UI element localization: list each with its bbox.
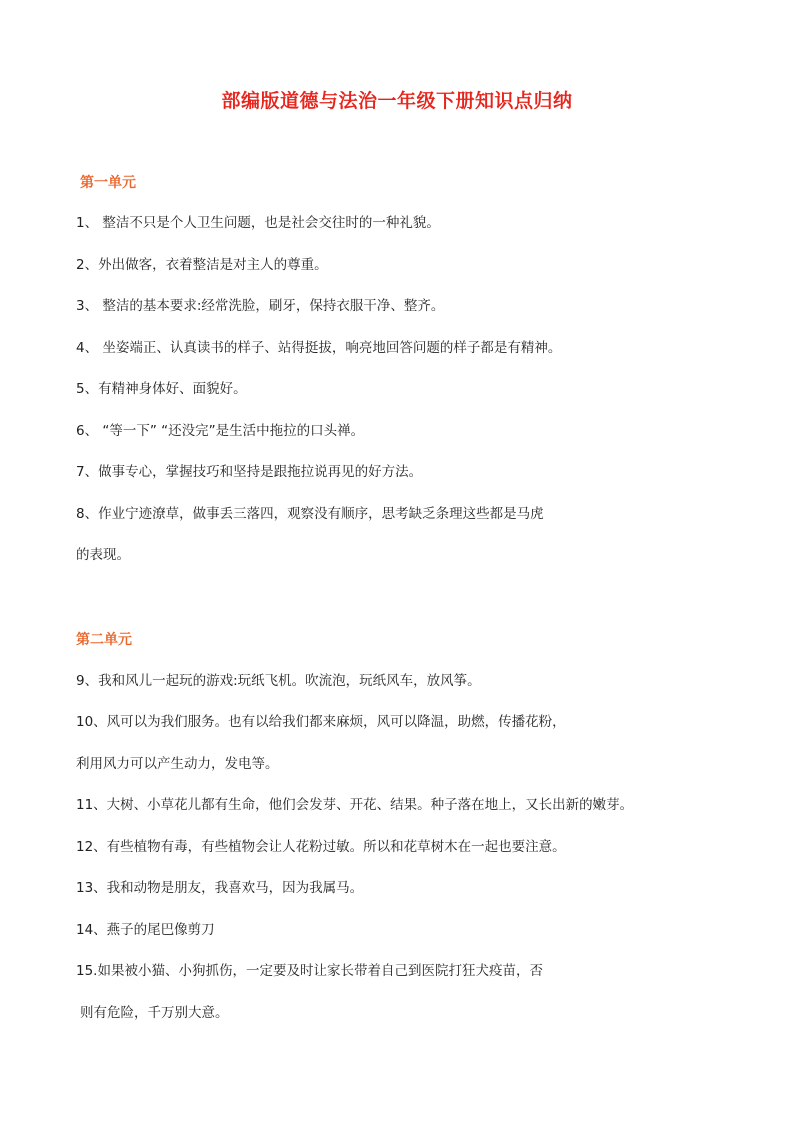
list-item: 5、有精神身体好、面貌好。 <box>76 381 247 397</box>
list-item-continuation: 则有危险，千万别大意。 <box>80 1005 229 1021</box>
list-item: 11、大树、小草花儿都有生命，他们会发芽、开花、结果。种子落在地上，又长出新的嫩芽。 <box>76 797 634 813</box>
list-item: 9、我和风儿一起玩的游戏:玩纸飞机。吹流泡，玩纸风车，放风筝。 <box>76 673 481 689</box>
list-item: 6、 “等一下” “还没完”是生活中拖拉的口头禅。 <box>76 423 365 439</box>
list-item-continuation: 的表现。 <box>76 547 130 563</box>
list-item: 8、作业宁迹潦草，做事丢三落四，观察没有顺序，思考缺乏条理这些都是马虎 <box>76 506 544 522</box>
list-item: 3、 整洁的基本要求:经常洗脸，刷牙，保持衣服干净、整齐。 <box>76 298 445 314</box>
list-item: 7、做事专心，掌握技巧和坚持是跟拖拉说再见的好方法。 <box>76 464 423 480</box>
section-heading-unit-1: 第一单元 <box>80 175 136 191</box>
section-heading-unit-2: 第二单元 <box>76 632 132 648</box>
page-title: 部编版道德与法治一年级下册知识点归纳 <box>221 90 573 112</box>
list-item-continuation: 利用风力可以产生动力，发电等。 <box>76 756 279 772</box>
list-item: 1、 整洁不只是个人卫生问题，也是社会交往时的一种礼貌。 <box>76 215 440 231</box>
list-item: 13、我和动物是朋友，我喜欢马，因为我属马。 <box>76 880 364 896</box>
list-item: 2、外出做客，衣着整洁是对主人的尊重。 <box>76 257 328 273</box>
list-item: 14、燕子的尾巴像剪刀 <box>76 922 215 938</box>
list-item: 10、风可以为我们服务。也有以给我们都来麻烦，风可以降温，助燃，传播花粉， <box>76 714 566 730</box>
list-item: 15.如果被小猫、小狗抓伤，一定要及时让家长带着自己到医院打狂犬疫苗，否 <box>76 963 543 979</box>
list-item: 4、 坐姿端正、认真读书的样子、站得挺拔，响亮地回答问题的样子都是有精神。 <box>76 340 562 356</box>
list-item: 12、有些植物有毒，有些植物会让人花粉过敏。所以和花草树木在一起也要注意。 <box>76 839 566 855</box>
